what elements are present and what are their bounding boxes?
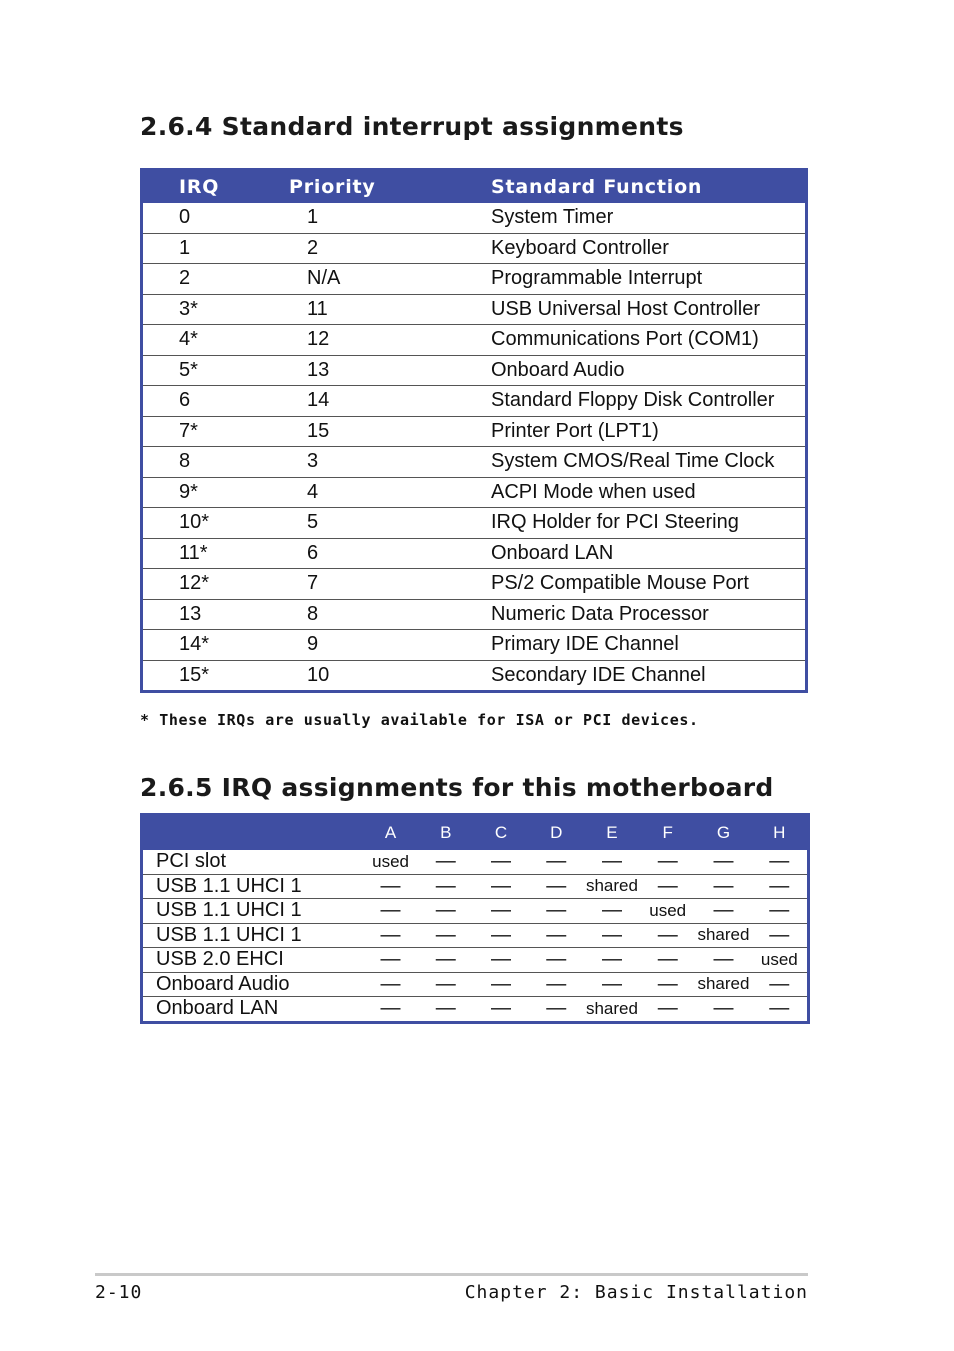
assignment-cell: used — [363, 850, 418, 875]
irq-cell: 13 — [142, 599, 290, 630]
assignment-cell: — — [529, 874, 584, 899]
table-row — [142, 294, 807, 325]
irq-cell: 0 — [142, 203, 290, 234]
table-row — [142, 899, 809, 924]
priority-cell: 15 — [289, 416, 487, 447]
function-cell: Onboard Audio — [487, 355, 807, 386]
standard-interrupt-table-body — [142, 203, 807, 692]
assignment-cell: — — [584, 923, 640, 948]
function-cell: Primary IDE Channel — [487, 630, 807, 661]
function-cell: System CMOS/Real Time Clock — [487, 447, 807, 478]
assignment-cell: — — [418, 972, 473, 997]
table-row — [142, 355, 807, 386]
assignment-cell: — — [584, 972, 640, 997]
irq-assignment-table — [140, 813, 810, 1024]
assignment-cell: shared — [695, 972, 751, 997]
device-cell: PCI slot — [142, 850, 363, 875]
function-cell: System Timer — [487, 203, 807, 234]
table-row — [142, 416, 807, 447]
priority-cell: 12 — [289, 325, 487, 356]
irq-cell: 5* — [142, 355, 290, 386]
standard-interrupt-table — [140, 168, 808, 693]
assignment-cell: — — [473, 874, 528, 899]
device-cell: USB 1.1 UHCI 1 — [142, 923, 363, 948]
priority-cell: N/A — [289, 264, 487, 295]
section-title-irq-assignments: 2.6.5 IRQ assignments for this motherboard — [140, 773, 774, 802]
column-header-device — [142, 815, 363, 850]
assignment-cell: — — [640, 972, 695, 997]
irq-cell: 8 — [142, 447, 290, 478]
device-cell: USB 1.1 UHCI 1 — [142, 899, 363, 924]
assignment-cell: — — [529, 899, 584, 924]
assignment-cell: — — [363, 972, 418, 997]
table-row — [142, 599, 807, 630]
irq-cell: 4* — [142, 325, 290, 356]
assignment-cell: — — [473, 923, 528, 948]
priority-cell: 13 — [289, 355, 487, 386]
priority-cell: 10 — [289, 660, 487, 692]
assignment-cell: — — [418, 923, 473, 948]
table-row — [142, 923, 809, 948]
table-row — [142, 850, 809, 875]
assignment-cell: — — [473, 972, 528, 997]
table-row — [142, 233, 807, 264]
table-row — [142, 203, 807, 234]
table-row — [142, 508, 807, 539]
priority-cell: 3 — [289, 447, 487, 478]
assignment-cell: — — [473, 948, 528, 973]
irq-cell: 10* — [142, 508, 290, 539]
assignment-cell: used — [752, 948, 809, 973]
assignment-cell: — — [363, 874, 418, 899]
irq-cell: 1 — [142, 233, 290, 264]
irq-cell: 2 — [142, 264, 290, 295]
function-cell: Secondary IDE Channel — [487, 660, 807, 692]
column-header-int-b: B — [418, 815, 473, 850]
assignment-cell: — — [640, 948, 695, 973]
table-row — [142, 997, 809, 1023]
device-cell: Onboard Audio — [142, 972, 363, 997]
assignment-cell: — — [529, 997, 584, 1023]
assignment-cell: — — [418, 899, 473, 924]
priority-cell: 14 — [289, 386, 487, 417]
assignment-cell: — — [695, 997, 751, 1023]
table-row — [142, 325, 807, 356]
assignment-cell: — — [529, 972, 584, 997]
device-cell: USB 1.1 UHCI 1 — [142, 874, 363, 899]
priority-cell: 4 — [289, 477, 487, 508]
table-header-row — [142, 170, 807, 203]
table-row — [142, 660, 807, 692]
table-row — [142, 630, 807, 661]
priority-cell: 2 — [289, 233, 487, 264]
section-title-standard-interrupts: 2.6.4 Standard interrupt assignments — [140, 112, 684, 141]
irq-cell: 3* — [142, 294, 290, 325]
column-header-int-c: C — [473, 815, 528, 850]
irq-cell: 11* — [142, 538, 290, 569]
function-cell: Onboard LAN — [487, 538, 807, 569]
assignment-cell: — — [640, 850, 695, 875]
table-row — [142, 972, 809, 997]
assignment-cell: — — [529, 923, 584, 948]
column-header-function: Standard Function — [487, 170, 807, 203]
irq-cell: 7* — [142, 416, 290, 447]
assignment-cell: used — [640, 899, 695, 924]
priority-cell: 11 — [289, 294, 487, 325]
table-row — [142, 264, 807, 295]
function-cell: Keyboard Controller — [487, 233, 807, 264]
assignment-cell: — — [363, 948, 418, 973]
page-number: 2-10 — [95, 1282, 143, 1303]
function-cell: USB Universal Host Controller — [487, 294, 807, 325]
function-cell: Communications Port (COM1) — [487, 325, 807, 356]
assignment-cell: shared — [584, 874, 640, 899]
assignment-cell: — — [752, 899, 809, 924]
assignment-cell: — — [473, 899, 528, 924]
function-cell: IRQ Holder for PCI Steering — [487, 508, 807, 539]
irq-cell: 14* — [142, 630, 290, 661]
assignment-cell: — — [529, 850, 584, 875]
irq-cell: 9* — [142, 477, 290, 508]
assignment-cell: — — [529, 948, 584, 973]
assignment-cell: — — [640, 923, 695, 948]
assignment-cell: — — [363, 997, 418, 1023]
column-header-int-a: A — [363, 815, 418, 850]
assignment-cell: — — [418, 948, 473, 973]
assignment-cell: — — [695, 850, 751, 875]
assignment-cell: — — [363, 899, 418, 924]
column-header-priority: Priority — [289, 170, 487, 203]
priority-cell: 5 — [289, 508, 487, 539]
assignment-cell: — — [473, 850, 528, 875]
function-cell: Standard Floppy Disk Controller — [487, 386, 807, 417]
assignment-cell: — — [640, 874, 695, 899]
column-header-int-g: G — [695, 815, 751, 850]
assignment-cell: — — [418, 850, 473, 875]
assignment-cell: — — [752, 874, 809, 899]
device-cell: Onboard LAN — [142, 997, 363, 1023]
assignment-cell: — — [418, 997, 473, 1023]
priority-cell: 9 — [289, 630, 487, 661]
irq-cell: 12* — [142, 569, 290, 600]
assignment-cell: shared — [584, 997, 640, 1023]
function-cell: PS/2 Compatible Mouse Port — [487, 569, 807, 600]
table-row — [142, 386, 807, 417]
table-header-row — [142, 815, 809, 850]
table-row — [142, 477, 807, 508]
column-header-int-e: E — [584, 815, 640, 850]
assignment-cell: shared — [695, 923, 751, 948]
assignment-cell: — — [752, 997, 809, 1023]
column-header-int-d: D — [529, 815, 584, 850]
function-cell: Numeric Data Processor — [487, 599, 807, 630]
assignment-cell: — — [473, 997, 528, 1023]
assignment-cell: — — [695, 874, 751, 899]
assignment-cell: — — [640, 997, 695, 1023]
assignment-cell: — — [584, 948, 640, 973]
assignment-cell: — — [363, 923, 418, 948]
assignment-cell: — — [584, 899, 640, 924]
device-cell: USB 2.0 EHCI — [142, 948, 363, 973]
table-row — [142, 538, 807, 569]
table-row — [142, 874, 809, 899]
chapter-label: Chapter 2: Basic Installation — [464, 1282, 808, 1303]
irq-cell: 15* — [142, 660, 290, 692]
table-row — [142, 569, 807, 600]
column-header-irq: IRQ — [142, 170, 290, 203]
table-row — [142, 948, 809, 973]
irq-assignment-table-body — [142, 850, 809, 1023]
table-row — [142, 447, 807, 478]
function-cell: Printer Port (LPT1) — [487, 416, 807, 447]
assignment-cell: — — [752, 972, 809, 997]
function-cell: ACPI Mode when used — [487, 477, 807, 508]
column-header-int-f: F — [640, 815, 695, 850]
priority-cell: 7 — [289, 569, 487, 600]
footnote: * These IRQs are usually available for ISA or PCI devices. — [140, 711, 699, 729]
assignment-cell: — — [418, 874, 473, 899]
assignment-cell: — — [695, 899, 751, 924]
priority-cell: 6 — [289, 538, 487, 569]
assignment-cell: — — [752, 850, 809, 875]
priority-cell: 1 — [289, 203, 487, 234]
function-cell: Programmable Interrupt — [487, 264, 807, 295]
irq-cell: 6 — [142, 386, 290, 417]
column-header-int-h: H — [752, 815, 809, 850]
assignment-cell: — — [752, 923, 809, 948]
assignment-cell: — — [695, 948, 751, 973]
footer-divider — [95, 1273, 808, 1276]
assignment-cell: — — [584, 850, 640, 875]
priority-cell: 8 — [289, 599, 487, 630]
